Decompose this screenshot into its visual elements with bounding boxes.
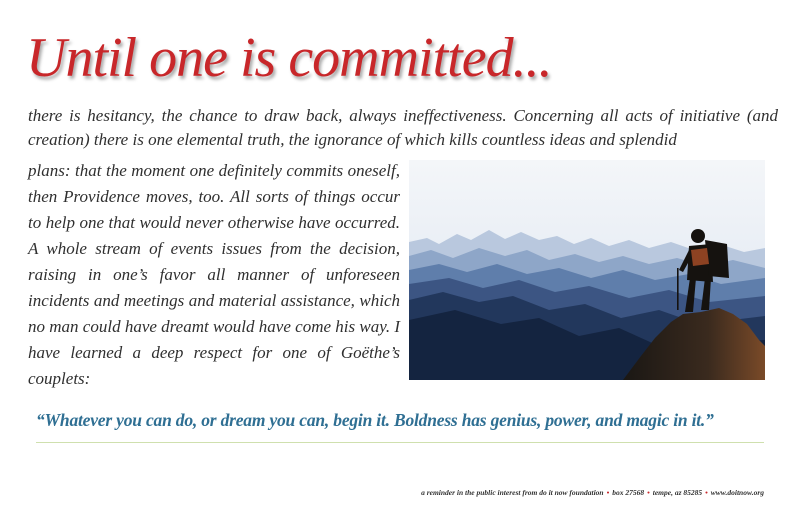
goethe-quote: “Whatever you can do, or dream you can, begin it. Boldness has genius, power, and magic in it.” [36,410,714,430]
footer-separator-dot: • [705,488,708,497]
quote-underline-rule [36,442,764,443]
footer-separator-dot: • [647,488,650,497]
lead-paragraph: there is hesitancy, the chance to draw back, always ineffectiveness. Concerning all acts of initiative (and creation) there is one elemental truth, the ignorance of which kills countless ideas and splendid [28,106,778,149]
mountain-hiker-photo [409,160,765,380]
body-paragraph: plans: that the moment one definitely commits oneself, then Providence moves, too. All sorts of things occur to help one that would never otherwise have occurred. A whole stream of events issues from the decision, raising in one’s favor all manner of unforeseen incidents and meetings and material assistance, which no man could have dreamt would have come his way. I have learned a deep respect for one of Goëthe’s couplets: [28,161,400,388]
mountain-hiker-illustration [409,160,765,380]
headline: Until one is committed... [26,27,552,89]
footer-credit [421,488,764,497]
footer-separator-dot: • [606,488,610,497]
footer-foundation: a reminder in the public interest from do it now foundation [421,488,604,497]
footer-box: box 27568 [612,488,645,497]
footer-address: tempe, az 85285 [652,488,703,497]
footer-website: www.doitnow.org [710,488,764,497]
